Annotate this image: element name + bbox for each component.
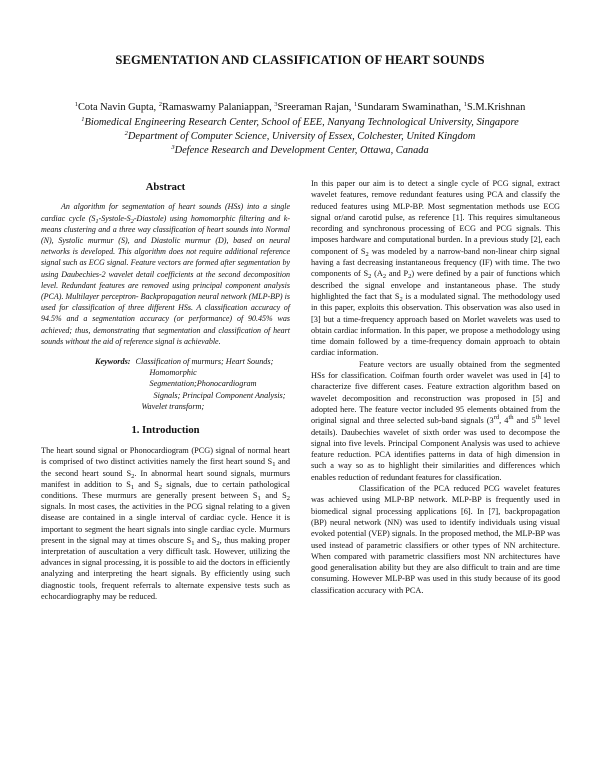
subscript: 2 (365, 250, 369, 258)
keyword-line: Homomorphic Segmentation;Phonocardiogram (149, 368, 257, 389)
author-name: Ramaswamy Palaniappan, (162, 102, 275, 113)
affiliation (0, 144, 600, 158)
subscript: 1 (191, 539, 195, 547)
author-affil-num: 1 (463, 101, 467, 108)
paper-title: SEGMENTATION AND CLASSIFICATION OF HEART SOUNDS (115, 53, 485, 67)
text-part: level details). Daubechies wavelet of sixth order was used to decompose the signal into five levels. Principal Component Analysis was used to achieve feature reduction. PCA identifies patterns in data of high dimension in such a way so as to highlight their similarities and differences which enables reduction of redundant features for classification. (311, 416, 561, 482)
affiliation (0, 130, 600, 144)
text-part: , thus making proper interpretation of auscultation a very difficult task. However, utilizing the advances in signal processing, it is possible to aid the doctors in efficiently analyzing and interpreting the heart signals. By efficiently using such diagnostic tools, frequent referrals to alternate expensive tests such as echocardiography may be reduced. (41, 535, 290, 601)
author-affil-num: 2 (158, 101, 163, 108)
subscript: 2 (399, 295, 403, 303)
abstract-text-part: -Systole-S (98, 213, 131, 223)
subscript: 2 (286, 495, 290, 503)
affiliation-text: Department of Computer Science, University of Essex, Colchester, United Kingdom (127, 131, 476, 142)
abstract-text-part: -Diastole) using homomorphic filtering and k-means clustering and a three way classification of heart sounds into Normal (N), Systolic murmur (S), and Diastolic murmur (D), based on neural networks is developed. This algorithm does not require additional reference signal such as ECG signal. Feature vectors are formed after segmentation by using Daubechies-2 wavelet detail coefficients at the second decomposition level. Redundant features are removed using principal component analysis (PCA). Multilayer perceptron- Backpropagation neural network (MLP-BP) is used for classification of three different HSs. A classification accuracy of 94.5% and a segmentation accuracy (or performance) of 90.45% was achieved; thus, demonstrating that segmentation and classification of heart sounds without the aid of reference signal is achievable. (41, 213, 290, 346)
text-part: (A (371, 269, 383, 279)
text-part: and the second heart sound S (41, 457, 290, 478)
section-heading-introduction: 1. Introduction (131, 424, 200, 436)
subscript: 1 (95, 217, 99, 225)
superscript: rd (493, 414, 500, 422)
affiliation-text: Biomedical Engineering Research Center, School of EEE, Nanyang Technological University, Singapore (84, 117, 519, 128)
subscript: 2 (130, 217, 134, 225)
subscript: 2 (158, 483, 163, 491)
affiliation-num: 1 (81, 116, 85, 123)
text-part: Feature vectors are usually obtained from the segmented HSs for classification. Coifman fourth order wavelet was used in [4] to characterize five different cases. Feature extraction algorithm based on wavelet decomposition and reconstruction was proposed in [5] and adopted here. The feature vector included 95 elements obtained from the original signal and three selected sub-band signals (3 (311, 359, 560, 426)
text-part: was modeled by a narrow-band non-linear chirp signal having a fast decreasing instantaneous frequency (IF) with time. The two components of S (311, 246, 560, 279)
subscript: 2 (131, 472, 135, 480)
abstract-text (41, 201, 290, 347)
text-part: ) were defined by a pair of functions which described the signal envelope and instantaneous phase. The study highlighted the fact that S (311, 269, 560, 301)
subscript: 2 (368, 273, 372, 281)
text-part: . In abnormal heart sound signals, murmurs manifest in addition to S (41, 468, 290, 489)
text-part: , 4 (499, 416, 509, 426)
paragraph: Classification of the PCA reduced PCG wavelet features was achieved using MLP-BP network. MLP-BP is frequently used in biomedical signal processing applications [6]. In [7], backpropagation (BP) neural network (NN) was used to identify individuals using visual evoked potential (VEP) signals. In the proposed method, the MLP-BP was used instead of parametric classifiers or other types of NN architecture. When compared with parametric classifiers most NN architectures have good generalisation ability but they are also difficult to train and are time consuming. However MLP-BP was used in this study because of its good classification accuracy with PCA. (311, 484, 560, 595)
abstract-heading: Abstract (145, 182, 186, 193)
author-name: Cota Navin Gupta, (77, 102, 159, 113)
subscript: 1 (130, 483, 135, 491)
author-affil-num: 3 (274, 101, 278, 108)
author-affil-num: 1 (74, 101, 78, 108)
text-part: signals, due to certain pathological conditions. These murmurs are generally present between S (41, 479, 290, 501)
affiliation-num: 2 (124, 130, 128, 137)
author-name: Sundaram Swaminathan, (357, 102, 464, 113)
text-part: signals. In most cases, the activities in the PCG signal relating to a given disease are contained in a single interval of cardiac cycle. Hence it is important to segment the heart signals into single cardiac cycle. Murmurs present in the signal may at times obscure S (41, 502, 290, 545)
author-list (0, 101, 600, 115)
text-part: The heart sound signal or Phonocardiogram (PCG) signal of normal heart is comprised of two distinct activities namely the first heart sound S (41, 446, 290, 467)
text-part: and 5 (513, 416, 536, 426)
keyword-line: Signals; Principal Component Analysis; (153, 390, 286, 400)
author-affil-num: 1 (353, 101, 358, 108)
abstract-text-part: An algorithm for segmentation of heart sounds (HSs) into a single cardiac cycle (S (41, 202, 290, 223)
author-name: Sreeraman Rajan, (277, 102, 354, 113)
paragraph (311, 178, 560, 359)
superscript: th (508, 414, 514, 422)
text-part: In this paper our aim is to detect a single cycle of PCG signal, extract wavelet features, remove redundant features using PCA and classify the reduced features using MLP-BP. Most segmentation methods use ECG signal or/and carotid pulse, as reference [1]. This requires simultaneous recording and synchronous processing of ECG and PCG signals. This imposes hardware and computational burden. In a previous study [2], each component of S (311, 179, 560, 256)
superscript: th (535, 414, 541, 422)
subscript: 2 (382, 273, 387, 281)
text-part: and S (260, 491, 287, 501)
subscript: 1 (272, 461, 276, 469)
affiliation (0, 116, 600, 130)
right-column (311, 178, 560, 596)
text-part: and P (386, 269, 409, 279)
subscript: 1 (257, 495, 261, 503)
paragraph (311, 359, 560, 483)
author-name: S.M.Krishnan (466, 102, 526, 113)
keywords-list (135, 356, 290, 412)
affiliation-num: 3 (171, 144, 175, 151)
keywords-label: Keywords: (95, 356, 131, 366)
affiliation-text: Defence Research and Development Center, Ottawa, Canada (174, 145, 429, 156)
subscript: 2 (408, 273, 412, 281)
text-part: and S (194, 535, 217, 545)
left-column (41, 178, 290, 602)
introduction-text (41, 445, 290, 602)
keyword-line: Wavelet transform; (141, 401, 205, 411)
keyword-line: Classification of murmurs; Heart Sounds; (135, 356, 274, 366)
text-part: is a modulated signal. The methodology used in this paper, exploits this observation. This observation was also used in [3] but a time-frequency approach based on Morlet wavelets was used to obtain cardiac information. In this paper, we propose a methodology using time domain followed by a time-frequency domain approach to obtain cardiac information. (311, 291, 560, 358)
subscript: 2 (216, 539, 220, 547)
keywords (41, 356, 290, 412)
text-part: and S (134, 479, 159, 489)
